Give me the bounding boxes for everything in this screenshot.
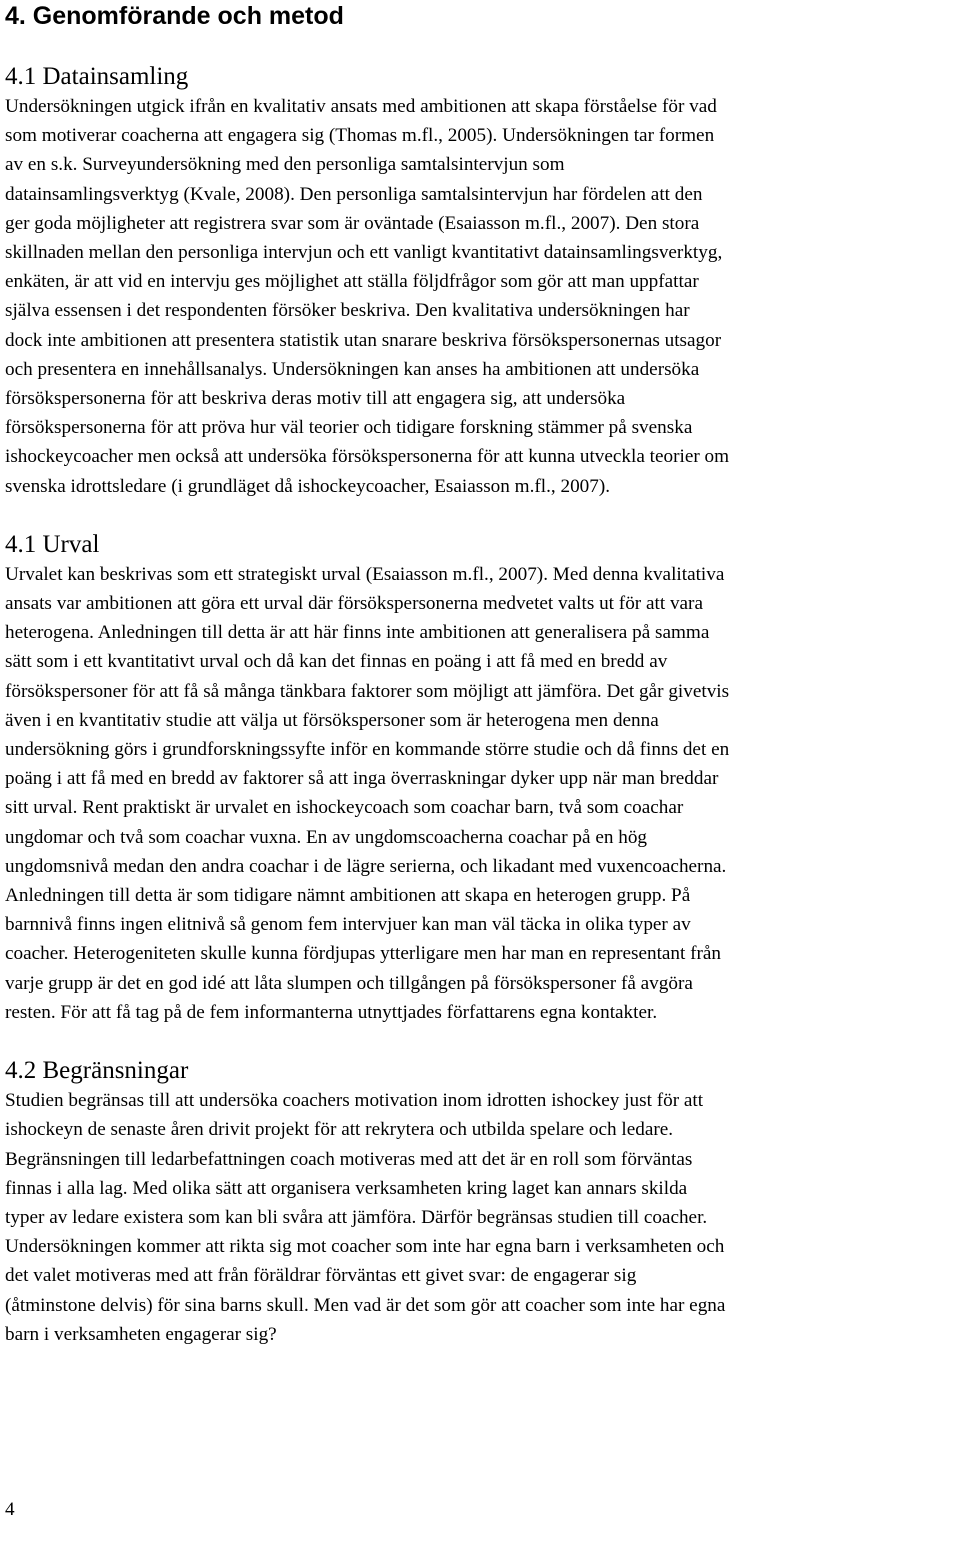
body-line: datainsamlingsverktyg (Kvale, 2008). Den personliga samtalsintervjun har fördelen att den bbox=[5, 183, 703, 205]
body-line: som motiverar coacherna att engagera sig (Thomas m.fl., 2005). Undersökningen tar formen bbox=[5, 125, 715, 147]
section-body-begransningar bbox=[5, 1086, 955, 1349]
body-line: ger goda möjligheter att registrera svar som är oväntade (Esaiasson m.fl., 2007). Den stora bbox=[5, 212, 700, 234]
section-heading-urval: 4.1 Urval bbox=[5, 530, 100, 558]
body-line: även i en kvantitativ studie att välja ut försökspersoner som är heterogena men denna bbox=[5, 709, 659, 731]
body-line: svenska idrottsledare (i grundläget då ishockeycoacher, Esaiasson m.fl., 2007). bbox=[5, 475, 611, 497]
body-line: Urvalet kan beskrivas som ett strategiskt urval (Esaiasson m.fl., 2007). Med denna kvalitativa bbox=[5, 563, 725, 585]
body-line: försökspersonerna för att pröva hur väl teorier och tidigare forskning stämmer på svenska bbox=[5, 417, 693, 439]
body-line: ishockeyn de senaste åren drivit projekt för att rekrytera och utbilda spelare och ledare. bbox=[5, 1119, 674, 1141]
body-line: av en s.k. Surveyundersökning med den personliga samtalsintervjun som bbox=[5, 154, 565, 176]
body-line: ungdomar och två som coachar vuxna. En av ungdomscoacherna coachar på en hög bbox=[5, 826, 648, 848]
body-line: sitt urval. Rent praktiskt är urvalet en ishockeycoach som coachar barn, två som coachar bbox=[5, 797, 684, 819]
body-line: försökspersonerna för att beskriva deras motiv till att engagera sig, att undersöka bbox=[5, 388, 626, 410]
body-line: och presentera en innehållsanalys. Undersökningen kan anses ha ambitionen att undersöka bbox=[5, 358, 700, 380]
body-line: ansats var ambitionen att göra ett urval där försökspersonerna medvetet valts ut för att vara bbox=[5, 593, 703, 615]
body-line: skillnaden mellan den personliga intervjun och ett vanligt kvantitativt datainsamlingsverktyg, bbox=[5, 242, 723, 264]
body-line: försökspersoner för att få så många tänkbara faktorer som möjligt att jämföra. Det går givetvis bbox=[5, 680, 730, 702]
body-line: ishockeycoacher men också att undersöka försökspersonerna för att kunna utveckla teorier om bbox=[5, 446, 730, 468]
body-line: det valet motiveras med att från föräldrar förväntas ett givet svar: de engagerar sig bbox=[5, 1265, 637, 1287]
body-line: barnnivå finns ingen elitnivå så genom fem intervjuer kan man väl täcka in olika typer av bbox=[5, 914, 691, 936]
body-line: typer av ledare existera som kan bli svåra att jämföra. Därför begränsas studien till coacher. bbox=[5, 1206, 708, 1228]
body-line: Undersökningen kommer att rikta sig mot coacher som inte har egna barn i verksamheten och bbox=[5, 1236, 725, 1258]
body-line: heterogena. Anledningen till detta är att här finns inte ambitionen att generalisera på samma bbox=[5, 622, 710, 644]
document-page bbox=[5, 0, 955, 1349]
body-line: poäng i att få med en bredd av faktorer så att inga överraskningar dyker upp när man breddar bbox=[5, 768, 719, 790]
body-line: Undersökningen utgick ifrån en kvalitativ ansats med ambitionen att skapa förståelse för vad bbox=[5, 96, 717, 117]
body-line: barn i verksamheten engagerar sig? bbox=[5, 1323, 277, 1345]
body-line: resten. För att få tag på de fem informanterna utnyttjades författarens egna kontakter. bbox=[5, 1001, 658, 1023]
body-line: Studien begränsas till att undersöka coachers motivation inom idrotten ishockey just för att bbox=[5, 1090, 704, 1112]
body-line: undersökning görs i grundforskningssyfte inför en kommande större studie och då finns det en bbox=[5, 739, 730, 761]
section-body-urval bbox=[5, 560, 955, 1027]
body-line: (åtminstone delvis) för sina barns skull. Men vad är det som gör att coacher som inte har egna bbox=[5, 1294, 726, 1316]
body-line: sätt som i ett kvantitativt urval och då kan det finnas en poäng i att få med en bredd av bbox=[5, 651, 668, 673]
chapter-heading: 4. Genomförande och metod bbox=[5, 2, 344, 30]
body-line: enkäten, är att vid en intervju ges möjlighet att ställa följdfrågor som gör att man uppfattar bbox=[5, 271, 699, 293]
body-line: varje grupp är det en god idé att låta slumpen och tillgången på försökspersoner få avgöra bbox=[5, 972, 693, 994]
page-number: 4 bbox=[5, 1499, 15, 1520]
body-line: ungdomsnivå medan den andra coachar i de lägre serierna, och likadant med vuxencoacherna. bbox=[5, 855, 727, 877]
body-line: Anledningen till detta är som tidigare nämnt ambitionen att skapa en heterogen grupp. På bbox=[5, 885, 691, 907]
body-line: coacher. Heterogeniteten skulle kunna fördjupas ytterligare men har man en representant från bbox=[5, 943, 722, 965]
body-line: själva essensen i det respondenten försöker beskriva. Den kvalitativa undersökningen har bbox=[5, 300, 690, 322]
body-line: Begränsningen till ledarbefattningen coach motiveras med att det är en roll som förväntas bbox=[5, 1148, 693, 1170]
section-body-datainsamling bbox=[5, 92, 955, 501]
body-line: finnas i alla lag. Med olika sätt att organisera verksamheten kring laget kan annars skilda bbox=[5, 1177, 688, 1199]
section-heading-begransningar: 4.2 Begränsningar bbox=[5, 1057, 189, 1085]
section-heading-datainsamling: 4.1 Datainsamling bbox=[5, 63, 189, 90]
body-line: dock inte ambitionen att presentera statistik utan snarare beskriva försökspersonernas utsagor bbox=[5, 329, 722, 351]
